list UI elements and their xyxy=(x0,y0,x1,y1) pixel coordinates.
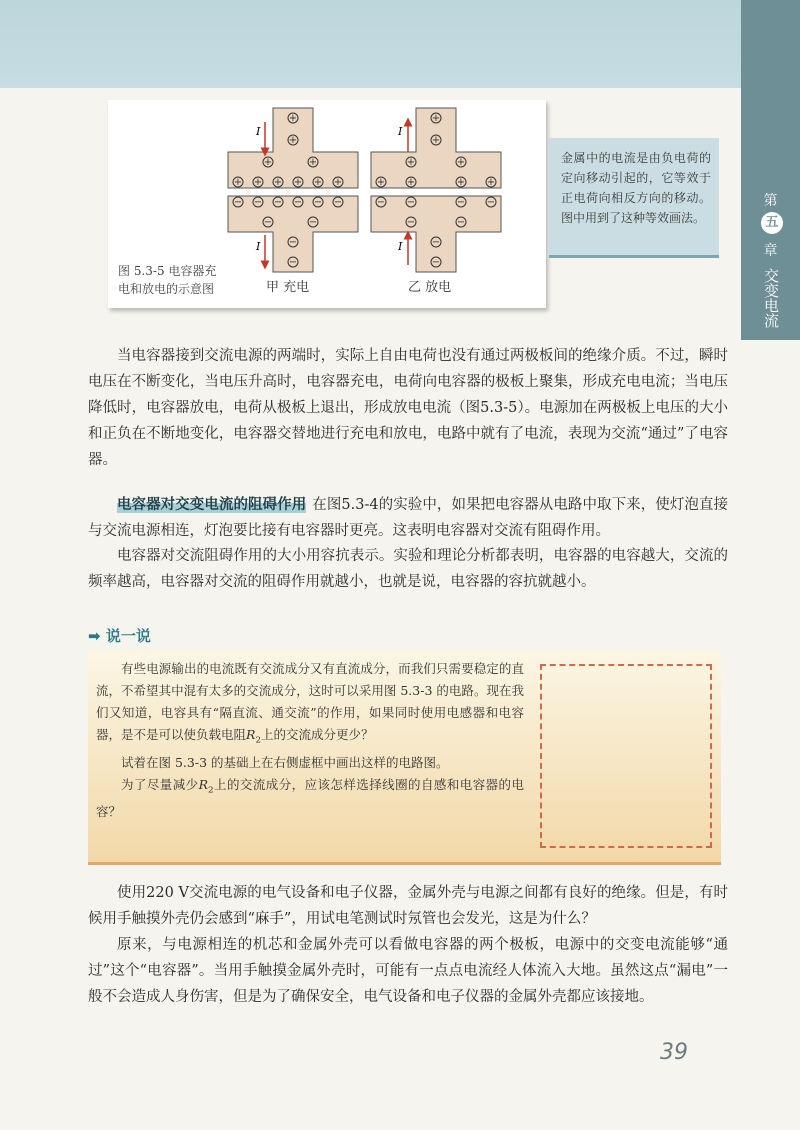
plus-charge: + xyxy=(233,177,243,188)
chapter-label-prefix: 第 xyxy=(763,193,778,209)
minus-charge: − xyxy=(406,217,416,228)
minus-charge: − xyxy=(456,217,466,228)
plus-charge: + xyxy=(431,113,441,124)
margin-note: 金属中的电流是由负电荷的定向移动引起的，它等效于正电荷向相反方向的移动。图中用到了这种等效画法。 xyxy=(549,138,719,258)
activity-box xyxy=(88,650,721,865)
plus-charge: + xyxy=(313,177,323,188)
paragraph-1: 当电容器接到交流电源的两端时，实际上自由电荷也没有通过两极板间的绝缘介质。不过，瞬时电压在不断变化，当电压升高时，电容器充电，电荷向电容器的极板上聚集，形成充电电流；当电压降低时，电容器放电，电荷从极板上退出，形成放电电流（图5.3-5）。电源加在两极板上电压的大小和正负在不断地变化，电容器交替地进行充电和放电，电路中就有了电流，表现为交流“通过”了电容器。 xyxy=(88,348,728,468)
minus-charge: − xyxy=(288,237,298,248)
plus-charge: + xyxy=(273,177,283,188)
minus-charge: − xyxy=(333,197,343,208)
activity-text: 有些电源输出的电流既有交流成分又有直流成分，而我们只需要稳定的直流，不希望其中混有太多的交流成分，这时可以采用图 5.3-3 的电路。现在我们又知道，电容具有“隔直流、通交流”的作用，如果同时使用电感器和电容器，是不是可以使负载电阻$R_2$上的交流成分更少？ 试着在图 5.3-3 的基础上在右侧虚框中画出这样的电路图。 为了尽量减少$R_2$上的交流成分，应该怎样选择线圈的自感和电容器的电容？ xyxy=(96,661,524,819)
drawing-area-dashed-box[interactable] xyxy=(540,664,712,848)
plus-charge: + xyxy=(431,135,441,146)
label-discharging: 乙 放电 xyxy=(408,280,452,295)
paragraph-3: 电容器对交流阻碍作用的大小用容抗表示。实验和理论分析都表明，电容器的电容越大，交流的频率越高，电容器对交流的阻碍作用就越小，也就是说，电容器的容抗就越小。 xyxy=(88,548,728,590)
minus-charge: − xyxy=(376,197,386,208)
plus-charge: + xyxy=(293,177,303,188)
minus-charge: − xyxy=(486,197,496,208)
plus-charge: + xyxy=(263,157,273,168)
current-label-top: I xyxy=(398,125,403,138)
minus-charge: − xyxy=(431,237,441,248)
plus-charge: + xyxy=(333,177,343,188)
chapter-title: 交变电流 xyxy=(762,268,780,328)
label-charging: 甲 充电 xyxy=(266,280,310,295)
minus-charge: − xyxy=(233,197,243,208)
charging-diagram xyxy=(228,108,358,272)
plus-charge: + xyxy=(456,177,466,188)
plus-charge: + xyxy=(308,157,318,168)
current-label-top: I xyxy=(256,125,261,138)
arrow-icon: ➡ xyxy=(88,627,101,645)
discharging-diagram xyxy=(371,108,501,272)
plus-charge: + xyxy=(486,177,496,188)
plus-charge: + xyxy=(253,177,263,188)
minus-charge: − xyxy=(293,197,303,208)
page-number: 39 xyxy=(660,1040,688,1065)
top-header-band xyxy=(0,0,800,88)
paragraph-4: 使用220 V交流电源的电气设备和电子仪器，金属外壳与电源之间都有良好的绝缘。但是，有时候用手触摸外壳仍会感到“麻手”，用试电笔测试时氖管也会发光，这是为什么？ xyxy=(88,885,728,927)
minus-charge: − xyxy=(308,217,318,228)
figure-5-3-5 xyxy=(108,100,546,308)
minus-charge: − xyxy=(456,197,466,208)
plus-charge: + xyxy=(456,157,466,168)
paragraph-2: 电容器对交变电流的阻碍作用 在图5.3-4的实验中，如果把电容器从电路中取下来，使灯泡直接与交流电源相连，灯泡要比接有电容器时更亮。这表明电容器对交流有阻碍作用。 xyxy=(88,496,729,539)
minus-charge: − xyxy=(288,257,298,268)
minus-charge: − xyxy=(273,197,283,208)
current-label-bottom: I xyxy=(398,240,403,253)
plus-charge: + xyxy=(288,135,298,146)
minus-charge: − xyxy=(263,217,273,228)
plus-charge: + xyxy=(288,113,298,124)
minus-charge: − xyxy=(406,197,416,208)
figure-caption: 图 5.3-5 电容器充 电和放电的示意图 xyxy=(118,264,217,296)
minus-charge: − xyxy=(431,257,441,268)
plus-charge: + xyxy=(376,177,386,188)
section-heading-highlight: 电容器对交变电流的阻碍作用 xyxy=(117,496,307,513)
minus-charge: − xyxy=(313,197,323,208)
plus-charge: + xyxy=(406,157,416,168)
chapter-side-tab xyxy=(741,0,800,340)
chapter-number-badge: 五 xyxy=(761,212,783,234)
current-label-bottom: I xyxy=(256,240,261,253)
paragraph-5: 原来，与电源相连的机芯和金属外壳可以看做电容器的两个极板，电源中的交变电流能够“通过”这个“电容器”。当用手触摸金属外壳时，可能有一点点电流经人体流入大地。虽然这点“漏电”一般不会造成人身伤害，但是为了确保安全，电气设备和电子仪器的金属外壳都应该接地。 xyxy=(88,937,728,1005)
minus-charge: − xyxy=(253,197,263,208)
plus-charge: + xyxy=(406,177,416,188)
activity-heading: ➡ 说一说 xyxy=(88,627,151,645)
chapter-label-suffix: 章 xyxy=(763,243,778,259)
